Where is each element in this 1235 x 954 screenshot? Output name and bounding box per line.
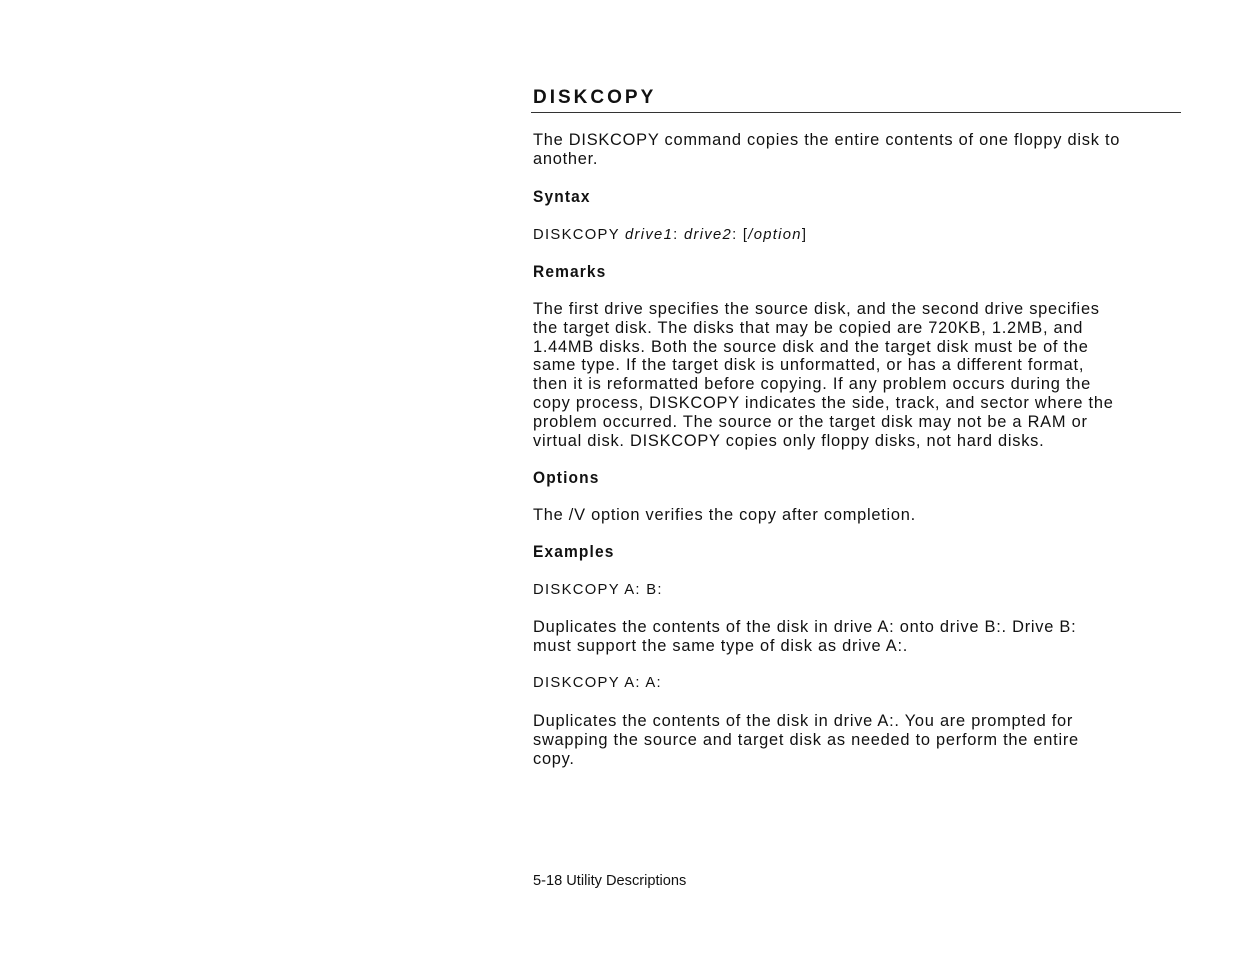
options-heading-block — [533, 468, 1181, 488]
intro-line: another. — [533, 149, 599, 168]
page-footer: 5-18 Utility Descriptions — [533, 873, 687, 889]
remarks-line: 1.44MB disks. Both the source disk and the target disk must be of the — [533, 337, 1089, 356]
document-page — [533, 0, 1181, 954]
example2-command: DISKCOPY A: A: — [533, 675, 662, 691]
example2-description-block — [533, 712, 1181, 768]
syntax-arg-drive1: drive1 — [625, 227, 674, 243]
syntax-line-block — [533, 226, 1181, 244]
remarks-heading-block — [533, 262, 1181, 282]
remarks-line: the target disk. The disks that may be copied are 720KB, 1.2MB, and — [533, 318, 1084, 337]
example1-line: Duplicates the contents of the disk in drive A: onto drive B:. Drive B: — [533, 618, 1077, 636]
remarks-line: copy process, DISKCOPY indicates the side, track, and sector where the — [533, 393, 1114, 412]
options-heading: Options — [533, 469, 600, 487]
examples-heading-block — [533, 542, 1181, 562]
example2-line: copy. — [533, 749, 575, 768]
syntax-line — [533, 226, 1181, 244]
example2-line: swapping the source and target disk as needed to perform the entire — [533, 730, 1079, 749]
remarks-heading: Remarks — [533, 263, 607, 281]
example2-command-block — [533, 674, 1181, 692]
intro-line: The DISKCOPY command copies the entire contents of one floppy disk to — [533, 131, 1121, 149]
remarks-line: problem occurred. The source or the target disk may not be a RAM or — [533, 412, 1088, 431]
footer-block — [533, 872, 1181, 890]
syntax-arg-drive2: drive2 — [683, 227, 733, 243]
remarks-block — [533, 300, 1181, 450]
remarks-line: then it is reformatted before copying. If any problem occurs during the — [533, 375, 1091, 394]
syntax-arg-option: /option — [748, 227, 802, 243]
syntax-command: DISKCOPY — [533, 227, 626, 243]
example1-description-block — [533, 618, 1181, 656]
remarks-line: virtual disk. DISKCOPY copies only floppy disks, not hard disks. — [533, 431, 1045, 450]
example1-command-block — [533, 581, 1181, 599]
syntax-heading-block — [533, 187, 1181, 207]
remarks-line: The first drive specifies the source disk, and the second drive specifies — [533, 300, 1100, 318]
example1-command: DISKCOPY A: B: — [533, 582, 663, 598]
title-rule — [531, 86, 1181, 113]
remarks-line: same type. If the target disk is unformatted, or has a different format, — [533, 356, 1085, 375]
examples-heading: Examples — [533, 543, 615, 561]
options-text: The /V option verifies the copy after completion. — [533, 506, 916, 524]
syntax-heading: Syntax — [533, 188, 591, 206]
page-title: DISKCOPY — [533, 87, 657, 108]
example1-line: must support the same type of disk as drive A:. — [533, 636, 909, 655]
syntax-end: ] — [801, 227, 808, 243]
syntax-sep-1: : — [673, 227, 684, 243]
options-block — [533, 506, 1181, 525]
example2-line: Duplicates the contents of the disk in drive A:. You are prompted for — [533, 712, 1074, 730]
syntax-sep-2: : [ — [732, 227, 749, 243]
intro-block — [533, 131, 1181, 169]
